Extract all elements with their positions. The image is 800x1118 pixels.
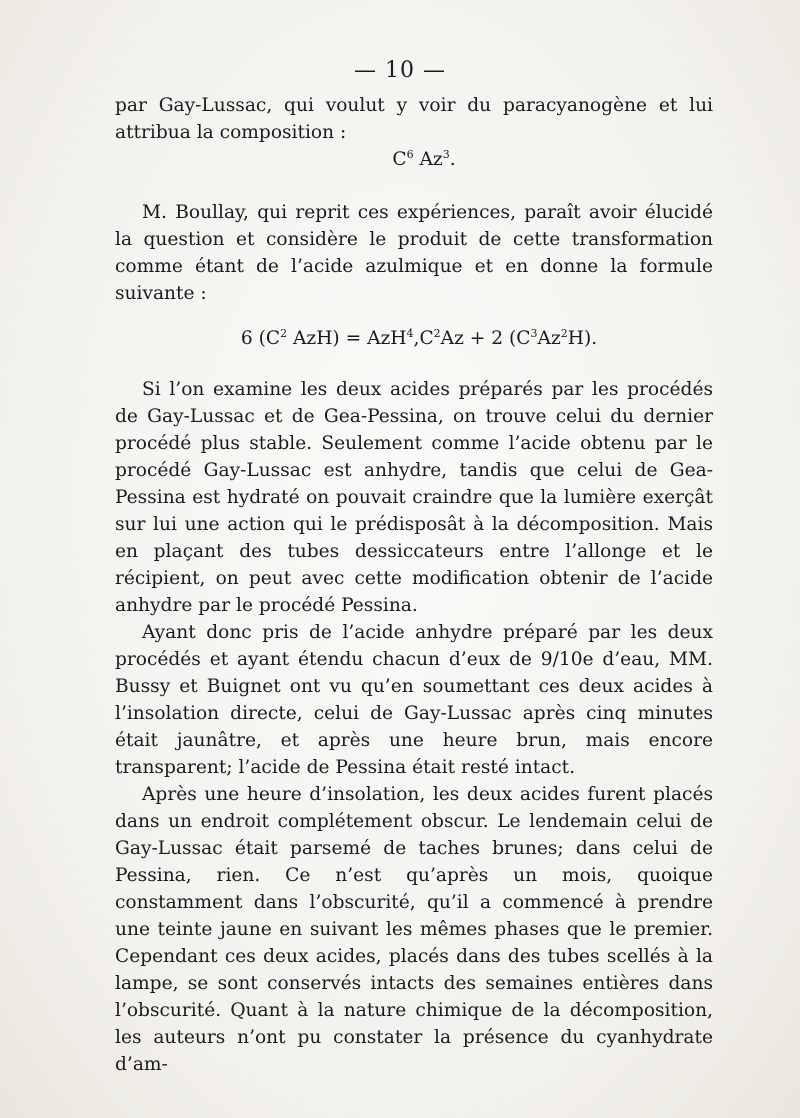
formula-part: Az — [413, 149, 443, 170]
formula-part: ,C — [413, 328, 434, 349]
formula-part: C — [392, 149, 407, 170]
paragraph-2: M. Boullay, qui reprit ces expériences, paraît avoir élucidé la question et considère le produit de cette transformation comme étant de l’acide azulmique et en donne la formule suivante : — [115, 202, 713, 304]
formula-part: AzH) = AzH — [287, 328, 407, 349]
body-text — [115, 92, 713, 1078]
formula-part: . — [449, 149, 456, 170]
formula-part: H). — [567, 328, 598, 349]
formula-part: Az + 2 (C — [440, 328, 531, 349]
formula-part: Az — [537, 328, 561, 349]
formula-exponent: 2 — [560, 326, 568, 340]
formula-paracyanogen — [115, 146, 713, 173]
formula-azulmic-acid — [115, 325, 713, 352]
page-number: — 10 — — [354, 58, 446, 83]
formula-exponent: 3 — [442, 147, 450, 161]
paragraph-1: par Gay-Lussac, qui voulut y voir du paracyanogène et lui attribua la composition : — [115, 95, 713, 143]
formula-exponent: 2 — [280, 326, 288, 340]
paragraph-4: Ayant donc pris de l’acide anhydre préparé par les deux procédés et ayant étendu chacun d’eux de 9/10e d’eau, MM. Bussy et Buignet ont vu qu’en soumettant ces deux acides à l’insolation directe, celui de Gay-Lussac après cinq minutes était jaunâtre, et après une heure brun, mais encore transparent; l’acide de Pessina était resté intact. — [115, 622, 713, 778]
paragraph-5: Après une heure d’insolation, les deux acides furent placés dans un endroit complétement obscur. Le lendemain celui de Gay-Lussac était parsemé de taches brunes; dans celui de Pessina, rien. Ce n’est qu’après un mois, quoique constamment dans l’obscurité, qu’il a commencé à prendre une teinte jaune en suivant les mêmes phases que le premier. Cependant ces deux acides, placés dans des tubes scellés à la lampe, se sont conservés intacts des semaines entières dans l’obscurité. Quant à la nature chimique de la décomposition, les auteurs n’ont pu constater la présence du cyanhydrate d’am- — [115, 784, 713, 1075]
formula-exponent: 3 — [530, 326, 538, 340]
paragraph-3: Si l’on examine les deux acides préparés par les procédés de Gay-Lussac et de Gea-Pessina, on trouve celui du dernier procédé plus stable. Seulement comme l’acide obtenu par le procédé Gay-Lussac est anhydre, tandis que celui de Gea-Pessina est hydraté on pouvait craindre que la lumière exerçât sur lui une action qui le prédisposât à la décomposition. Mais en plaçant des tubes dessiccateurs entre l’allonge et le récipient, on peut avec cette modification obtenir de l’acide anhydre par le procédé Pessina. — [115, 379, 713, 616]
formula-exponent: 4 — [406, 326, 414, 340]
formula-exponent: 2 — [433, 326, 441, 340]
formula-exponent: 6 — [406, 147, 414, 161]
formula-part: 6 (C — [240, 328, 281, 349]
